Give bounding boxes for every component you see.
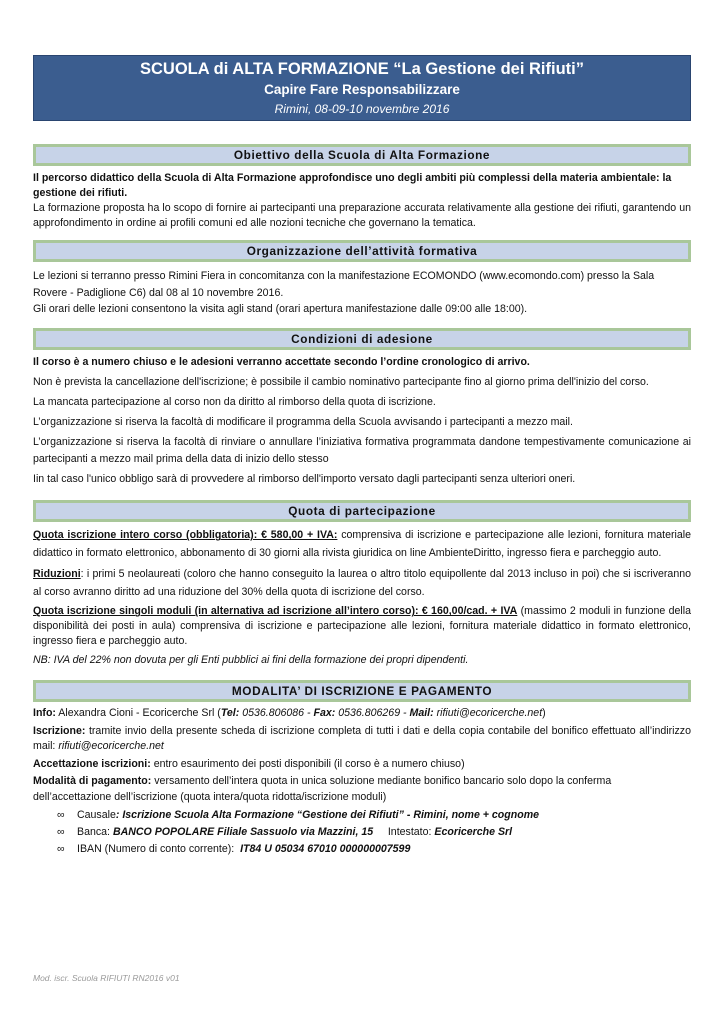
event-date: Rimini, 08-09-10 novembre 2016 xyxy=(274,102,450,116)
section-quota xyxy=(33,526,691,669)
section-obiettivo xyxy=(33,171,691,231)
condizioni-text-2: La mancata partecipazione al corso non da diritto al rimborso della quota di iscrizione. xyxy=(33,396,436,409)
condizioni-text-5: Iin tal caso l'unico obbligo sarà di provvedere al rimborso dell'importo versato dagli partecipanti senza ulteriori oneri. xyxy=(33,473,576,486)
list-item-iban: ∞ IBAN (Numero di conto corrente): IT84 U 05034 67010 000000007599 xyxy=(57,841,691,858)
title-banner xyxy=(33,55,691,121)
document-page xyxy=(33,55,691,858)
modalita-pagamento: Modalità di pagamento: versamento dell’intera quota in unica soluzione mediante bonifico bancario solo dopo la conferma dell’accettazione dell’iscrizione (quota intera/quota ridotta/iscrizione moduli) xyxy=(33,775,612,803)
obiettivo-intro: Il percorso didattico della Scuola di Alta Formazione approfondisce uno degli ambiti più complessi della materia ambientale: la gestione dei rifiuti. xyxy=(33,172,672,200)
modalita-accettazione: Accettazione iscrizioni: entro esaurimento dei posti disponibili (il corso è a numero chiuso) xyxy=(33,757,465,770)
quota-intero-corso: Quota iscrizione intero corso (obbligatoria): € 580,00 + IVA: comprensiva di iscrizione e partecipazione alle lezioni, fornitura materiale didattico in formato elettronico, abbonamento di 30 giorni alla rivista giuridica on line AmbienteDiritto, ingresso fiera e parcheggio auto. xyxy=(33,529,691,560)
quota-nota-iva: NB: IVA del 22% non dovuta per gli Enti pubblici ai fini della formazione dei propri dipendenti. xyxy=(33,654,469,667)
section-heading-condizioni: Condizioni di adesione xyxy=(33,328,691,350)
obiettivo-text: La formazione proposta ha lo scopo di fornire ai partecipanti una preparazione accurata relativamente alla gestione dei rifiuti, garantendo un approfondimento in ordine ai profili comuni ed alle nozioni tecniche che governano la tematica. xyxy=(33,202,691,230)
section-heading-obiettivo: Obiettivo della Scuola di Alta Formazione xyxy=(33,144,691,166)
quota-riduzioni: Riduzioni: i primi 5 neolaureati (coloro che hanno conseguito la laurea o altro titolo equipollente dal 2013 incluso in poi) che si iscriveranno al corso avranno diritto ad una riduzione del 30% della quota di iscrizione del corso. xyxy=(33,568,691,599)
section-modalita xyxy=(33,706,691,858)
section-condizioni xyxy=(33,354,691,488)
infinity-bullet-icon: ∞ xyxy=(57,809,65,822)
contact-email-link[interactable]: rifiuti@ecoricerche.net xyxy=(433,707,543,720)
infinity-bullet-icon: ∞ xyxy=(57,826,65,839)
payment-details-list xyxy=(33,807,691,858)
modalita-iscrizione: Iscrizione: tramite invio della presente scheda di iscrizione completa di tutti i dati e della copia contabile del bonifico effettuato all’indirizzo mail: rifiuti@ecoricerche.net xyxy=(33,724,691,753)
section-heading-quota: Quota di partecipazione xyxy=(33,500,691,522)
condizioni-text-1: Non è prevista la cancellazione dell'iscrizione; è possibile il cambio nominativo partecipante fino al giorno prima dell'inizio del corso. xyxy=(33,376,649,389)
iscrizione-email-link[interactable]: rifiuti@ecoricerche.net xyxy=(58,740,164,753)
document-title: SCUOLA di ALTA FORMAZIONE “La Gestione dei Rifiuti” xyxy=(140,60,584,78)
section-organizzazione xyxy=(33,268,691,317)
condizioni-text-3: L’organizzazione si riserva la facoltà di modificare il programma della Scuola avvisando i partecipanti a mezzo mail. xyxy=(33,416,573,429)
footer-form-code: Mod. iscr. Scuola RIFIUTI RN2016 v01 xyxy=(33,973,180,983)
list-item-banca: ∞ Banca: BANCO POPOLARE Filiale Sassuolo via Mazzini, 15 Intestato: Ecoricerche Srl xyxy=(57,824,691,841)
list-item-causale: ∞ Causale: Iscrizione Scuola Alta Formazione “Gestione dei Rifiuti” - Rimini, nome + cognome xyxy=(57,807,691,824)
condizioni-intro: Il corso è a numero chiuso e le adesioni verranno accettate secondo l’ordine cronologico di arrivo. xyxy=(33,356,530,369)
quota-singoli-moduli: Quota iscrizione singoli moduli (in alternativa ad iscrizione all’intero corso): € 160,00/cad. + IVA (massimo 2 moduli in funzione della disponibilità dei posti in aula) comprensiva di iscrizione e partecipazione alle lezioni, fornitura materiale didattico in formato elettronico, ingresso fiera e parcheggio auto. xyxy=(33,605,691,648)
modalita-info: Info: Alexandra Cioni - Ecoricerche Srl (Tel: 0536.806086 - Fax: 0536.806269 - Mail: rifiuti@ecoricerche.net) xyxy=(33,707,546,720)
condizioni-text-4: L’organizzazione si riserva la facoltà di rinviare o annullare l’iniziativa formativa programmata dandone tempestivamente comunicazione ai partecipanti a mezzo mail prima della data di inizio dello stesso xyxy=(33,436,691,466)
organizzazione-text-2: Gli orari delle lezioni consentono la visita agli stand (orari apertura manifestazione dalle 09:00 alle 18:00). xyxy=(33,302,528,315)
organizzazione-text-1: Le lezioni si terranno presso Rimini Fiera in concomitanza con la manifestazione ECOMONDO (www.ecomondo.com) presso la Sala Rovere - Padiglione C6) dal 08 al 10 novembre 2016. xyxy=(33,270,655,299)
document-subtitle: Capire Fare Responsabilizzare xyxy=(264,82,460,97)
section-heading-modalita: MODALITA’ DI ISCRIZIONE E PAGAMENTO xyxy=(33,680,691,702)
section-heading-organizzazione: Organizzazione dell’attività formativa xyxy=(33,240,691,262)
infinity-bullet-icon: ∞ xyxy=(57,843,65,856)
